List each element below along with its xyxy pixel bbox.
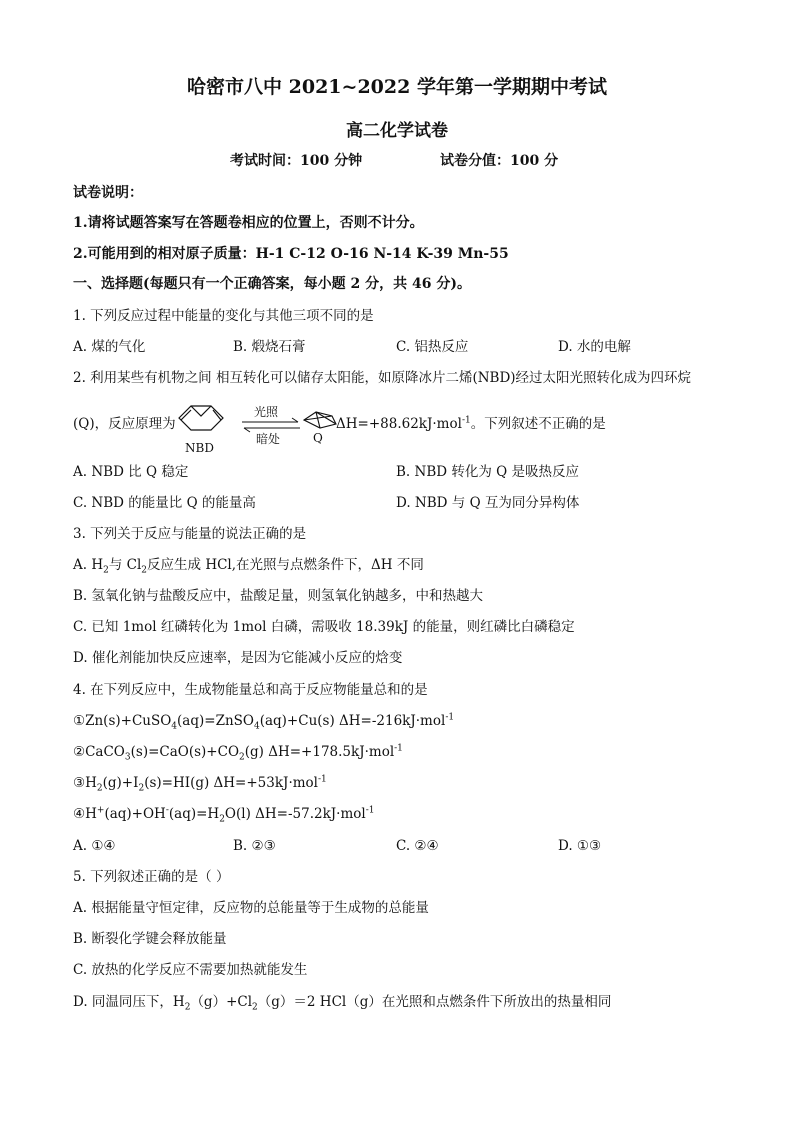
instruction-1: 1.请将试题答案写在答题卷相应的位置上，否则不计分。: [73, 215, 424, 231]
exam-score: 试卷分值：100 分: [440, 153, 559, 169]
q2-option-a: A. NBD 比 Q 稳定: [73, 464, 189, 480]
q2-prefix: (Q)，反应原理为: [73, 416, 176, 432]
instructions-heading: 试卷说明：: [73, 185, 143, 201]
section-heading: 一、选择题(每题只有一个正确答案，每小题 2 分，共 46 分)。: [73, 276, 471, 292]
question-1-stem: 1. 下列反应过程中能量的变化与其他三项不同的是: [73, 308, 374, 324]
q1-option-d: D. 水的电解: [558, 339, 631, 355]
nbd-label: NBD: [185, 441, 214, 455]
q2-option-d: D. NBD 与 Q 互为同分异构体: [396, 495, 580, 511]
q2-option-b: B. NBD 转化为 Q 是吸热反应: [396, 464, 580, 480]
arrow-condition-light: 光照: [254, 405, 279, 419]
nbd-bridge: [191, 406, 211, 416]
q4-reaction-4: $④H^+(aq)+OH^-(aq)=H_2O(l)$ ΔH=-57.2kJ·mol$^{-1}$: [73, 805, 375, 825]
q3-option-a: A. $H_2$与 $Cl_2$反应生成 HCl,在光照与点燃条件下，ΔH 不同: [73, 557, 424, 576]
q4-option-b: B. ②③: [233, 838, 276, 854]
q3-option-c: C. 已知 1mol 红磷转化为 1mol 白磷，需吸收 18.39kJ 的能量，则红磷比白磷稳定: [73, 619, 575, 635]
q2-option-c: C. NBD 的能量比 Q 的能量高: [73, 495, 256, 511]
q1-option-a: A. 煤的气化: [73, 339, 146, 355]
question-2-stem: 2. 利用某些有机物之间 相互转化可以储存太阳能，如原降冰片二烯(NBD)经过太阳光照转化成为四环烷: [73, 370, 692, 386]
q5-option-b: B. 断裂化学键会释放能量: [73, 931, 227, 947]
question-4-stem: 4. 在下列反应中，生成物能量总和高于反应物能量总和的是: [73, 682, 428, 698]
question-5-stem: 5. 下列叙述正确的是（ ）: [73, 869, 230, 885]
question-3-stem: 3. 下列关于反应与能量的说法正确的是: [73, 526, 307, 542]
q2-enthalpy: ΔH=+88.62kJ·mol$^{-1}$。下列叙述不正确的是: [336, 415, 606, 432]
q1-option-c: C. 铝热反应: [396, 339, 469, 355]
q5-option-c: C. 放热的化学反应不需要加热就能发生: [73, 962, 308, 978]
q4-option-d: D. ①③: [558, 838, 602, 854]
nbd-ring: [179, 406, 223, 430]
q3-option-b: B. 氢氧化钠与盐酸反应中，盐酸足量，则氢氧化钠越多，中和热越大: [73, 588, 484, 604]
q4-reaction-1: ①Zn(s)+CuSO$_4$(aq)=ZnSO$_4$(aq)+Cu(s) ΔH=-216kJ·mol$^{-1}$: [73, 712, 455, 732]
q1-option-b: B. 煅烧石膏: [233, 339, 306, 355]
quadricyclane-structure: [302, 408, 338, 432]
q4-reaction-2: $②CaCO_3(s)=CaO(s)+CO_2(g)$ ΔH=+178.5kJ·mol$^{-1}$: [73, 743, 403, 763]
q4-option-a: A. ①④: [73, 838, 116, 854]
q4-reaction-3: $③H_2(g)+I_2(s)=HI(g)$ ΔH=+53kJ·mol$^{-1}$: [73, 774, 327, 794]
q-label: Q: [313, 431, 323, 445]
q4-option-c: C. ②④: [396, 838, 439, 854]
exam-time: 考试时间：100 分钟: [230, 153, 363, 169]
q5-option-a: A. 根据能量守恒定律，反应物的总能量等于生成物的总能量: [73, 900, 429, 916]
arrow-condition-dark: 暗处: [256, 432, 281, 446]
exam-subtitle: 高二化学试卷: [346, 121, 448, 141]
exam-title: 哈密市八中 2021~2022 学年第一学期期中考试: [187, 76, 607, 98]
q5-option-d: D. 同温同压下，$H_2(g)+Cl_2(g)=2$ HCl（g）在光照和点燃条件下所放出的热量相同: [73, 994, 612, 1013]
instruction-2: 2.可能用到的相对原子质量：H-1 C-12 O-16 N-14 K-39 Mn-55: [73, 246, 509, 262]
q3-option-d: D. 催化剂能加快反应速率，是因为它能减小反应的焓变: [73, 650, 403, 666]
